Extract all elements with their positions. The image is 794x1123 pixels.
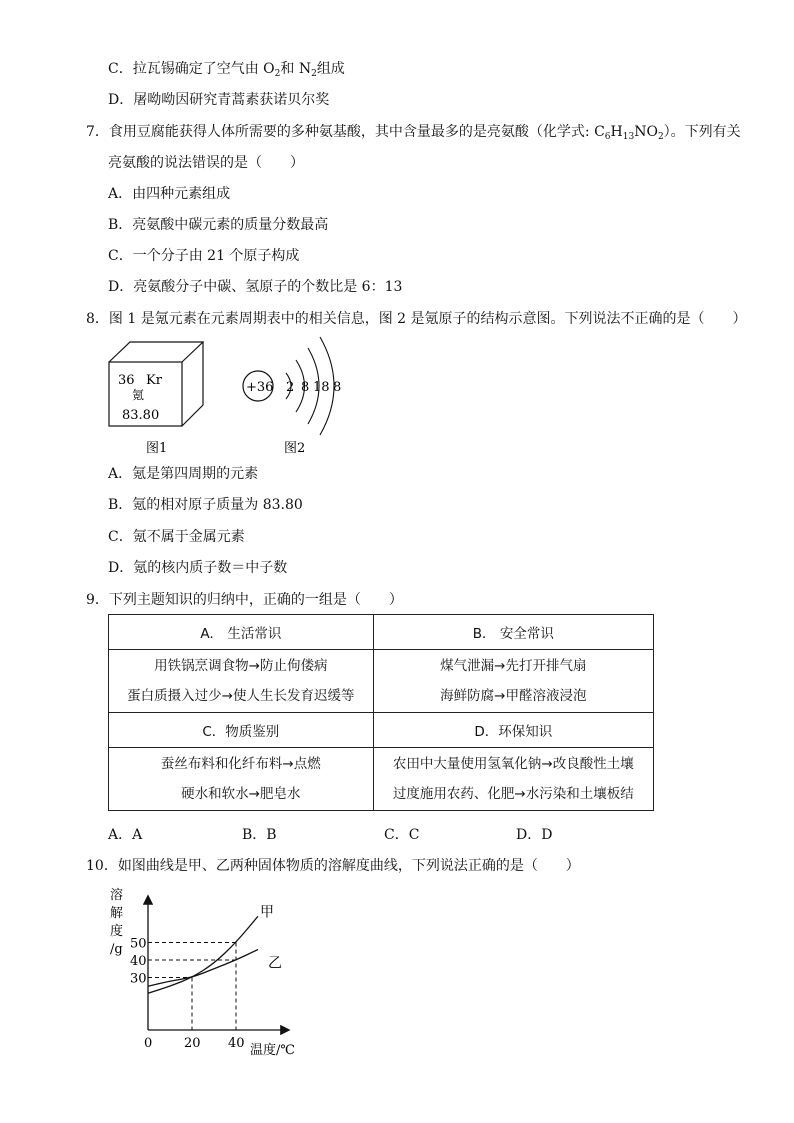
- table-cell-d: [373, 748, 653, 811]
- shell-4-electrons: 8: [333, 380, 342, 395]
- q7-option-c: C．一个分子由 21 个原子构成: [108, 248, 300, 264]
- table-d-line1: 农田中大量使用氢氧化钠→改良酸性土壤: [392, 756, 634, 772]
- q9-option-b: B．B: [242, 827, 277, 843]
- q9-option-c: C．C: [384, 827, 420, 843]
- q8-option-a: A．氪是第四周期的元素: [108, 466, 259, 482]
- table-cell-b: [373, 650, 653, 713]
- y-axis-label: [110, 887, 123, 957]
- q7-option-d: D．亮氨酸分子中碳、氢原子的个数比是 6：13: [108, 279, 403, 295]
- x-tick-label-20: 20: [184, 1036, 201, 1051]
- svg-text:解: 解: [110, 906, 124, 921]
- table-b-line2: 海鲜防腐→甲醛溶液浸泡: [440, 688, 587, 704]
- fig1-caption: 图1: [146, 441, 168, 456]
- table-a-line1: 用铁锅烹调食物→防止佝偻病: [154, 658, 328, 674]
- element-symbol: Kr: [146, 373, 162, 388]
- q8-option-d: D．氪的核内质子数＝中子数: [108, 560, 288, 576]
- solubility-chart: [100, 885, 310, 1065]
- q6-option-c: C．拉瓦锡确定了空气由 $O_2$和 $N_2$组成: [108, 61, 345, 79]
- y-tick-label-50: 50: [130, 936, 147, 952]
- y-tick-label-30: 30: [130, 971, 147, 987]
- shell-1-electrons: 2: [286, 380, 295, 395]
- table-d-line2: 过度施用农药、化肥→水污染和土壤板结: [392, 786, 634, 802]
- q7-stem-line2: 亮氨酸的说法错误的是（ ）: [108, 155, 304, 171]
- q8-option-c: C．氪不属于金属元素: [108, 529, 245, 545]
- q9-knowledge-table: [108, 614, 654, 811]
- q7-option-b: B．亮氨酸中碳元素的质量分数最高: [108, 217, 329, 233]
- table-b-line1: 煤气泄漏→先打开排气扇: [440, 658, 587, 674]
- shell-3-electrons: 18: [313, 380, 330, 395]
- q9-option-d: D．D: [516, 827, 553, 843]
- x-tick-label-40: 40: [228, 1036, 245, 1051]
- q8-option-b: B．氪的相对原子质量为 83.80: [108, 497, 303, 513]
- table-head-d: D．环保知识: [373, 713, 653, 748]
- series-label-yi: 乙: [268, 955, 282, 972]
- svg-text:溶: 溶: [110, 888, 124, 903]
- table-head-a: A． 生活常识: [109, 615, 374, 650]
- q8-figures: [100, 335, 380, 460]
- q6-option-d: D．屠呦呦因研究青蒿素获诺贝尔奖: [108, 92, 330, 108]
- series-label-jia: 甲: [260, 904, 274, 921]
- element-name: 氪: [132, 388, 145, 402]
- table-a-line2: 蛋白质摄入过少→使人生长发育迟缓等: [127, 688, 355, 704]
- shell-2-electrons: 8: [301, 380, 310, 395]
- table-head-c: C．物质鉴别: [109, 713, 374, 748]
- nucleus-charge: +36: [246, 380, 274, 395]
- q9-stem: 9．下列主题知识的归纳中，正确的一组是（ ）: [86, 592, 403, 608]
- q9-option-a: A．A: [108, 827, 143, 843]
- series-curve-jia: [148, 916, 258, 993]
- svg-text:度: 度: [110, 924, 124, 939]
- table-cell-a: [109, 650, 374, 713]
- table-head-b: B． 安全常识: [373, 615, 653, 650]
- y-tick-label-40: 40: [130, 954, 147, 969]
- element-mass: 83.80: [122, 408, 160, 423]
- x-tick-label-0: 0: [144, 1036, 153, 1051]
- table-c-line1: 蚕丝布料和化纤布料→点燃: [160, 756, 321, 772]
- x-axis-label: 温度/℃: [250, 1043, 295, 1058]
- table-c-line2: 硬水和软水→肥皂水: [181, 786, 301, 802]
- table-cell-c: [109, 748, 374, 811]
- q7-stem-line1: 7．食用豆腐能获得人体所需要的多种氨基酸，其中含量最多的是亮氨酸（化学式: $C_6H_{13}NO_2$）。下列有关: [86, 124, 741, 142]
- q10-stem: 10．如图曲线是甲、乙两种固体物质的溶解度曲线，下列说法正确的是（ ）: [86, 858, 580, 874]
- series-curve-yi: [148, 950, 258, 987]
- q8-stem: 8．图 1 是氪元素在元素周期表中的相关信息，图 2 是氪原子的结构示意图。下列说法不正确的是（ ）: [86, 311, 747, 327]
- svg-text:/g: /g: [110, 942, 123, 957]
- fig2-caption: 图2: [284, 441, 306, 456]
- q7-option-a: A．由四种元素组成: [108, 186, 231, 202]
- element-number: 36: [118, 373, 135, 388]
